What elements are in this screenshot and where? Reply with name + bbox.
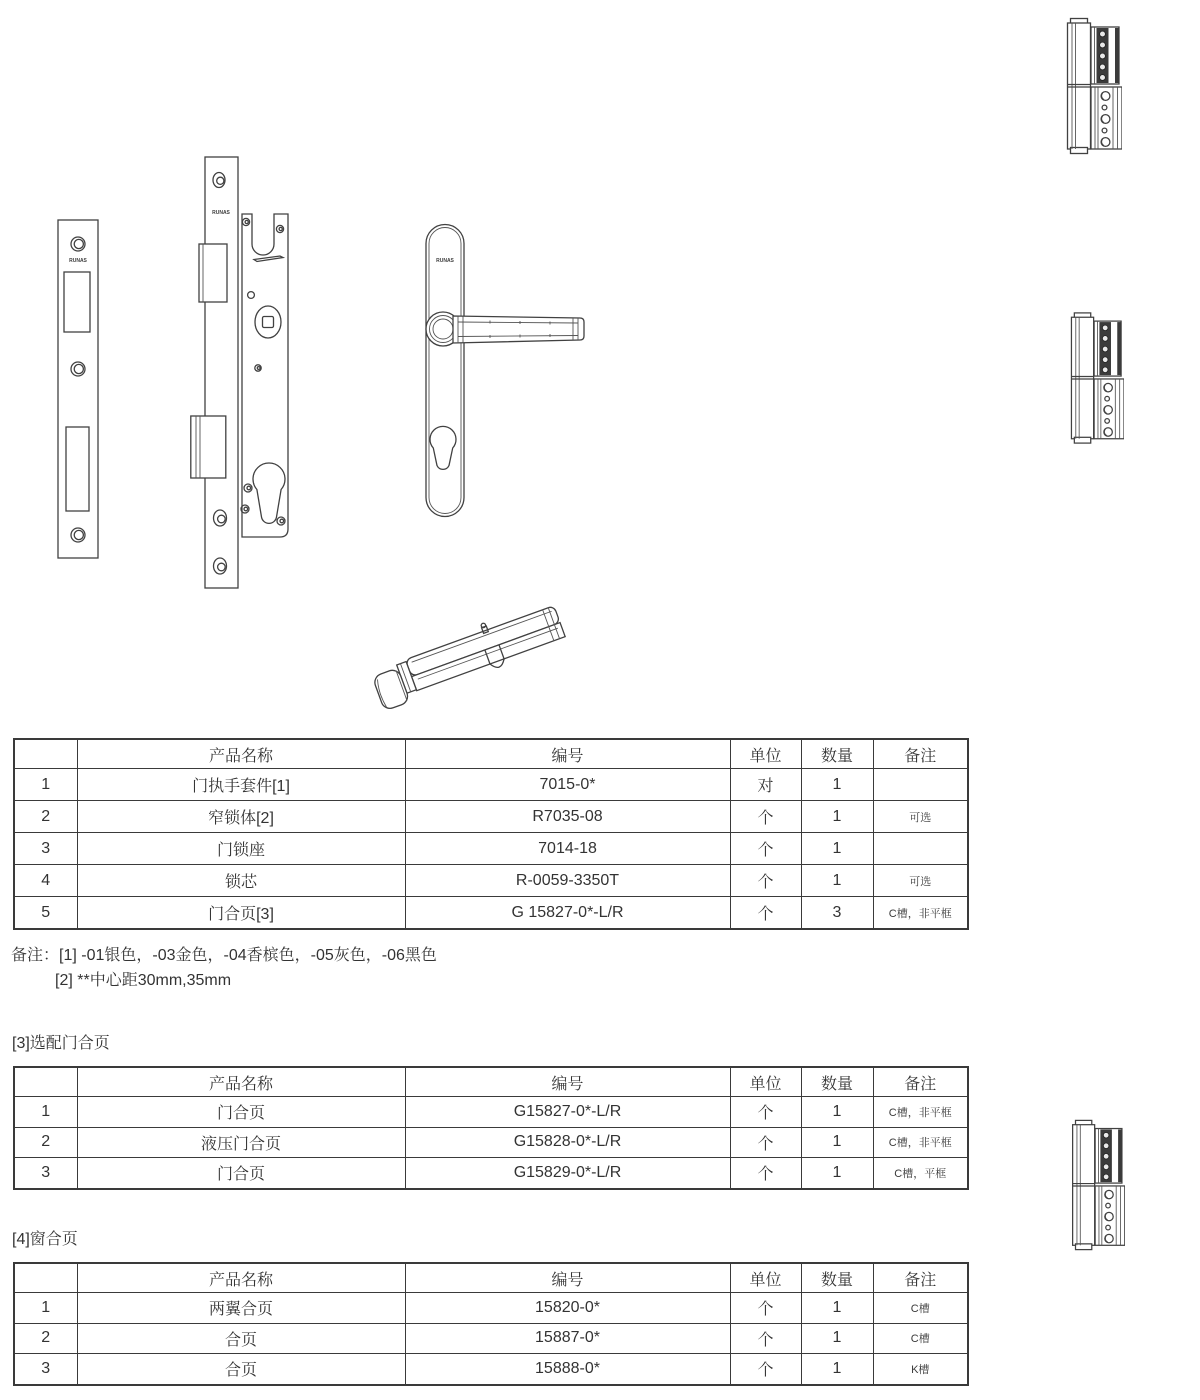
brand-logo: RUNAS xyxy=(69,258,87,264)
table-cell: 2 xyxy=(14,801,77,833)
table-cell xyxy=(873,769,968,801)
column-header: 产品名称 xyxy=(77,1067,405,1097)
table-header-row xyxy=(14,739,968,769)
table-row xyxy=(14,1127,968,1158)
table-cell: 1 xyxy=(801,1097,873,1128)
window-hinge-table xyxy=(13,1262,969,1386)
table-cell xyxy=(873,833,968,865)
table-cell: 个 xyxy=(730,1323,801,1354)
table-cell: 1 xyxy=(801,1323,873,1354)
window-hinge-table-wrap xyxy=(13,1262,969,1386)
table-row xyxy=(14,833,968,865)
table-cell: C槽，非平框 xyxy=(873,1097,968,1128)
table-row xyxy=(14,1354,968,1385)
table-cell: 个 xyxy=(730,833,801,865)
section-label-door-hinges: [3]选配门合页 xyxy=(12,1035,110,1052)
table-cell: 1 xyxy=(801,1293,873,1324)
column-header: 数量 xyxy=(801,1263,873,1293)
column-header: 产品名称 xyxy=(77,739,405,769)
table-cell: 个 xyxy=(730,1158,801,1189)
table-cell: 个 xyxy=(730,1127,801,1158)
table-cell: 15888-0* xyxy=(405,1354,730,1385)
table-cell: 2 xyxy=(14,1323,77,1354)
table-cell: K槽 xyxy=(873,1354,968,1385)
column-header: 数量 xyxy=(801,1067,873,1097)
table-cell: G 15827-0*-L/R xyxy=(405,897,730,930)
footnote-line2: [2] **中心距30mm,35mm xyxy=(55,972,232,989)
table-cell: 1 xyxy=(801,801,873,833)
table-cell: 个 xyxy=(730,865,801,897)
table-cell: 个 xyxy=(730,1354,801,1385)
table-cell: 7014-18 xyxy=(405,833,730,865)
table-cell: 1 xyxy=(14,769,77,801)
table-header-row xyxy=(14,1067,968,1097)
table-cell: C槽，平框 xyxy=(873,1158,968,1189)
table-row xyxy=(14,897,968,930)
column-header xyxy=(14,1263,77,1293)
table-cell: 3 xyxy=(14,833,77,865)
table-cell: 门合页 xyxy=(77,1097,405,1128)
table-cell: 1 xyxy=(14,1293,77,1324)
column-header: 单位 xyxy=(730,739,801,769)
handle-drawing xyxy=(420,222,592,520)
hinge-drawing-bottom xyxy=(1071,1118,1125,1252)
table-row xyxy=(14,1293,968,1324)
column-header: 备注 xyxy=(873,1067,968,1097)
table-cell: 合页 xyxy=(77,1323,405,1354)
table-cell: 3 xyxy=(14,1158,77,1189)
cylinder-drawing xyxy=(372,600,568,716)
column-header: 数量 xyxy=(801,739,873,769)
hinge-drawing-middle xyxy=(1070,310,1124,446)
hinge-drawing-top xyxy=(1066,16,1122,156)
table-cell: 3 xyxy=(801,897,873,930)
table-cell: 1 xyxy=(801,1158,873,1189)
brand-logo: RUNAS xyxy=(436,258,454,264)
lock-body-drawing xyxy=(190,155,292,592)
table-row xyxy=(14,865,968,897)
table-cell: G15828-0*-L/R xyxy=(405,1127,730,1158)
column-header xyxy=(14,1067,77,1097)
table-cell: 门执手套件[1] xyxy=(77,769,405,801)
column-header: 编号 xyxy=(405,1263,730,1293)
table-cell: 门锁座 xyxy=(77,833,405,865)
column-header: 单位 xyxy=(730,1263,801,1293)
column-header: 产品名称 xyxy=(77,1263,405,1293)
table-cell: 1 xyxy=(801,1127,873,1158)
table-cell: R-0059-3350T xyxy=(405,865,730,897)
table-cell: 门合页[3] xyxy=(77,897,405,930)
table-cell: C槽 xyxy=(873,1323,968,1354)
table-cell: R7035-08 xyxy=(405,801,730,833)
main-parts-table xyxy=(13,738,969,930)
door-hinge-table xyxy=(13,1066,969,1190)
table-cell: 合页 xyxy=(77,1354,405,1385)
table-cell: 液压门合页 xyxy=(77,1127,405,1158)
table-cell: 15820-0* xyxy=(405,1293,730,1324)
table-header-row xyxy=(14,1263,968,1293)
table-cell: 1 xyxy=(14,1097,77,1128)
table-row xyxy=(14,1097,968,1128)
table-cell: 4 xyxy=(14,865,77,897)
table-cell: 1 xyxy=(801,769,873,801)
footnotes xyxy=(11,943,711,993)
column-header: 备注 xyxy=(873,1263,968,1293)
section-label-window-hinges: [4]窗合页 xyxy=(12,1231,78,1248)
table-cell: 可选 xyxy=(873,801,968,833)
table-row xyxy=(14,1158,968,1189)
column-header: 编号 xyxy=(405,1067,730,1097)
table-cell: 个 xyxy=(730,1293,801,1324)
table-cell: 可选 xyxy=(873,865,968,897)
table-cell: 1 xyxy=(801,1354,873,1385)
table-cell: 7015-0* xyxy=(405,769,730,801)
table-cell: 窄锁体[2] xyxy=(77,801,405,833)
table-cell: 个 xyxy=(730,801,801,833)
table-cell: G15829-0*-L/R xyxy=(405,1158,730,1189)
column-header: 备注 xyxy=(873,739,968,769)
brand-logo: RUNAS xyxy=(212,210,230,216)
table-cell: 两翼合页 xyxy=(77,1293,405,1324)
table-cell: 对 xyxy=(730,769,801,801)
table-cell: 5 xyxy=(14,897,77,930)
table-row xyxy=(14,769,968,801)
table-row xyxy=(14,801,968,833)
strike-plate-drawing xyxy=(57,219,99,559)
footnote-prefix: 备注： xyxy=(11,947,60,964)
footnote-line1: [1] -01银色，-03金色，-04香槟色，-05灰色，-06黑色 xyxy=(59,947,437,964)
main-parts-table-wrap xyxy=(13,738,969,930)
column-header xyxy=(14,739,77,769)
table-cell: 1 xyxy=(801,865,873,897)
table-cell: 3 xyxy=(14,1354,77,1385)
table-cell: 2 xyxy=(14,1127,77,1158)
table-cell: 锁芯 xyxy=(77,865,405,897)
table-cell: C槽，非平框 xyxy=(873,1127,968,1158)
table-cell: 门合页 xyxy=(77,1158,405,1189)
table-cell: 1 xyxy=(801,833,873,865)
column-header: 单位 xyxy=(730,1067,801,1097)
door-hinge-table-wrap xyxy=(13,1066,969,1190)
table-cell: C槽，非平框 xyxy=(873,897,968,930)
table-cell: 15887-0* xyxy=(405,1323,730,1354)
table-cell: G15827-0*-L/R xyxy=(405,1097,730,1128)
table-cell: 个 xyxy=(730,897,801,930)
table-row xyxy=(14,1323,968,1354)
table-cell: C槽 xyxy=(873,1293,968,1324)
table-cell: 个 xyxy=(730,1097,801,1128)
column-header: 编号 xyxy=(405,739,730,769)
